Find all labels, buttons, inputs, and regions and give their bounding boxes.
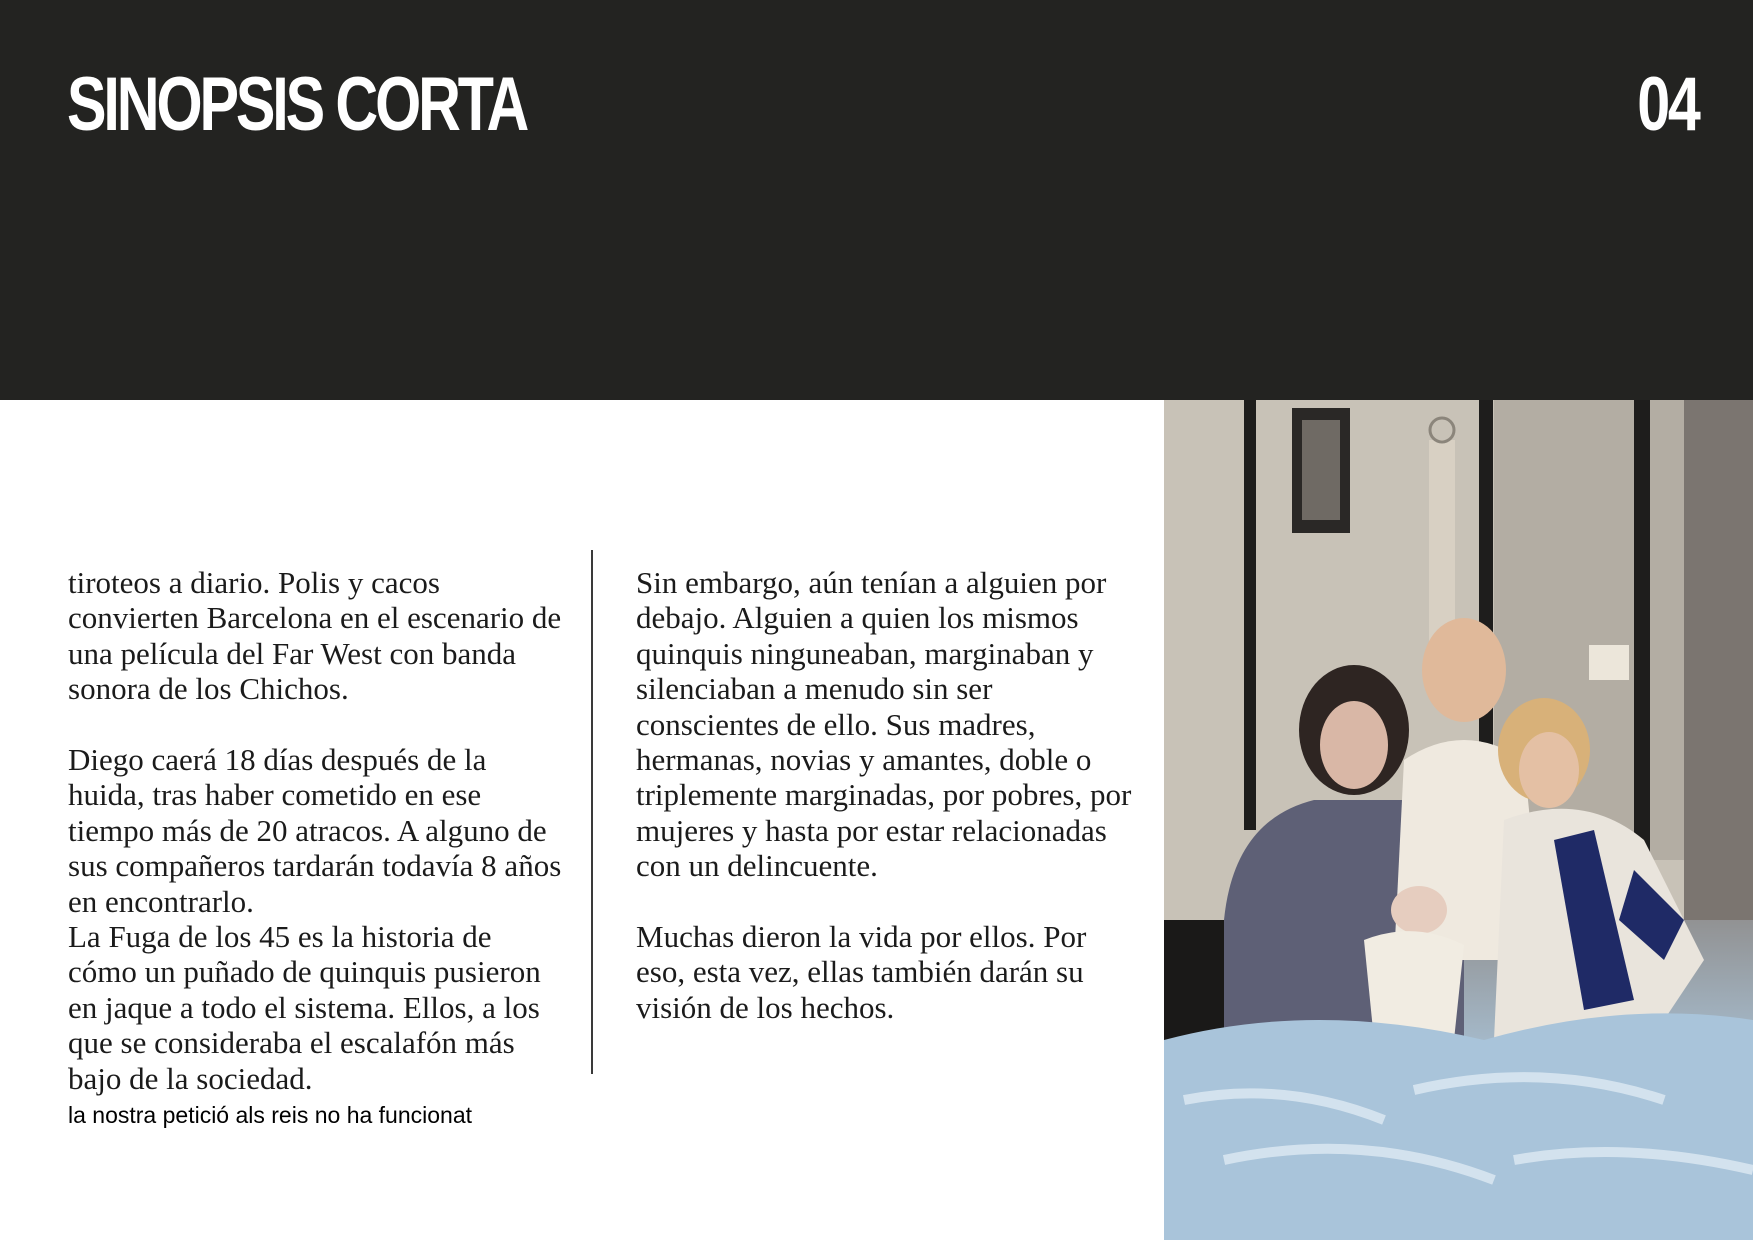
- paragraph: La Fuga de los 45 es la historia de cómo un puñado de quinquis pusieron en jaque a todo el sistema. Ellos, a los que se consideraba el escalafón más bajo de la sociedad.: [68, 919, 541, 1096]
- paragraph: Sin embargo, aún tenían a alguien por debajo. Alguien a quien los mismos quinquis ninguneaban, marginaban y silenciaban a menudo sin ser conscientes de ello. Sus madres, hermanas, novias y amantes, doble o triplemente marginadas, por pobres, por mujeres y hasta por estar relacionadas con un delincuente.: [636, 565, 1132, 884]
- right-text-column: [636, 565, 1136, 1025]
- left-text-column: [68, 565, 568, 1096]
- caption-note: la nostra petició als reis no ha funcionat: [68, 1102, 473, 1128]
- paragraph: Diego caerá 18 días después de la huida, tras haber cometido en ese tiempo más de 20 atracos. A alguno de sus compañeros tardarán todavía 8 años en encontrarlo.: [68, 742, 562, 919]
- page-title: SINOPSIS CORTA: [67, 62, 527, 147]
- page-number: 04: [1637, 62, 1699, 147]
- paragraph: tiroteos a diario. Polis y cacos convierten Barcelona en el escenario de una película del Far West con banda sonora de los Chichos.: [68, 565, 562, 707]
- paragraph: Muchas dieron la vida por ellos. Por eso, esta vez, ellas también darán su visión de los hechos.: [636, 919, 1087, 1025]
- family-photo: [1164, 400, 1753, 1240]
- header-band: [0, 0, 1753, 400]
- photo-illustration: [1164, 400, 1753, 1240]
- column-divider: [591, 550, 593, 1074]
